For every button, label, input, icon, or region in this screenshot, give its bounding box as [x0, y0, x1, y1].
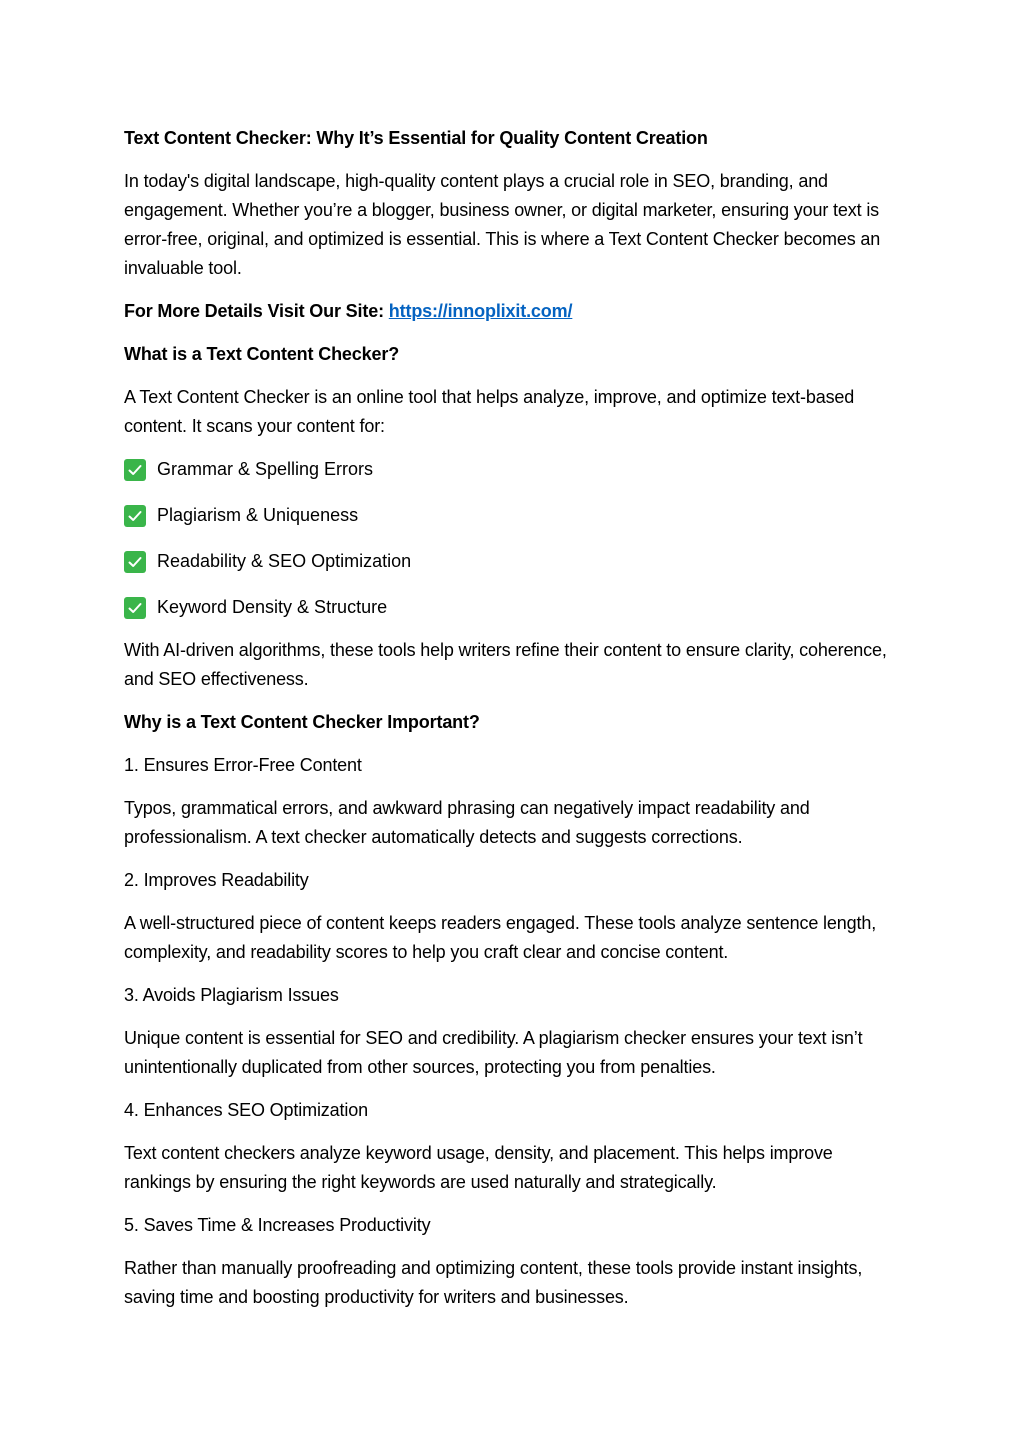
document-title: Text Content Checker: Why It’s Essential for Quality Content Creation	[124, 128, 708, 148]
section-body: Typos, grammatical errors, and awkward phrasing can negatively impact readability and professionalism. A text checker automatically detects and suggests corrections.	[124, 798, 810, 847]
section-body: Text content checkers analyze keyword usage, density, and placement. This helps improve rankings by ensuring the right keywords are used naturally and strategically.	[124, 1143, 833, 1192]
visit-label: For More Details Visit Our Site:	[124, 301, 384, 321]
section-heading: 4. Enhances SEO Optimization	[124, 1100, 368, 1120]
visit-line	[124, 297, 894, 326]
check-mark-icon	[124, 597, 146, 619]
section-heading: 3. Avoids Plagiarism Issues	[124, 985, 339, 1005]
check-mark-icon	[124, 505, 146, 527]
why-heading: Why is a Text Content Checker Important?	[124, 712, 480, 732]
checklist-item	[124, 501, 894, 530]
intro-paragraph: In today's digital landscape, high-quality content plays a crucial role in SEO, branding, and engagement. Whether you’re a blogger, business owner, or digital marketer, ensuring your text is error-free, original, and optimized is essential. This is where a Text Content Checker becomes an invaluable tool.	[124, 171, 881, 278]
check-mark-icon	[124, 459, 146, 481]
site-link[interactable]: https://innoplixit.com/	[388, 301, 573, 321]
ai-paragraph: With AI-driven algorithms, these tools help writers refine their content to ensure clarity, coherence, and SEO effectiveness.	[124, 640, 887, 689]
section-body: Unique content is essential for SEO and credibility. A plagiarism checker ensures your text isn’t unintentionally duplicated from other sources, protecting you from penalties.	[124, 1028, 863, 1077]
document-page	[124, 124, 894, 1326]
section-body: Rather than manually proofreading and optimizing content, these tools provide instant insights, saving time and boosting productivity for writers and businesses.	[124, 1258, 863, 1307]
checklist-item	[124, 593, 894, 622]
section-heading: 1. Ensures Error-Free Content	[124, 755, 362, 775]
section-body: A well-structured piece of content keeps readers engaged. These tools analyze sentence length, complexity, and readability scores to help you craft clear and concise content.	[124, 913, 877, 962]
checklist-item	[124, 455, 894, 484]
check-mark-icon	[124, 551, 146, 573]
checklist-label: Plagiarism & Uniqueness	[157, 505, 359, 525]
what-paragraph: A Text Content Checker is an online tool that helps analyze, improve, and optimize text-based content. It scans your content for:	[124, 387, 855, 436]
section-heading: 2. Improves Readability	[124, 870, 309, 890]
section-heading: 5. Saves Time & Increases Productivity	[124, 1215, 431, 1235]
checklist-label: Grammar & Spelling Errors	[157, 459, 374, 479]
checklist-label: Keyword Density & Structure	[157, 597, 388, 617]
checklist-label: Readability & SEO Optimization	[157, 551, 412, 571]
checklist-item	[124, 547, 894, 576]
what-heading: What is a Text Content Checker?	[124, 344, 400, 364]
